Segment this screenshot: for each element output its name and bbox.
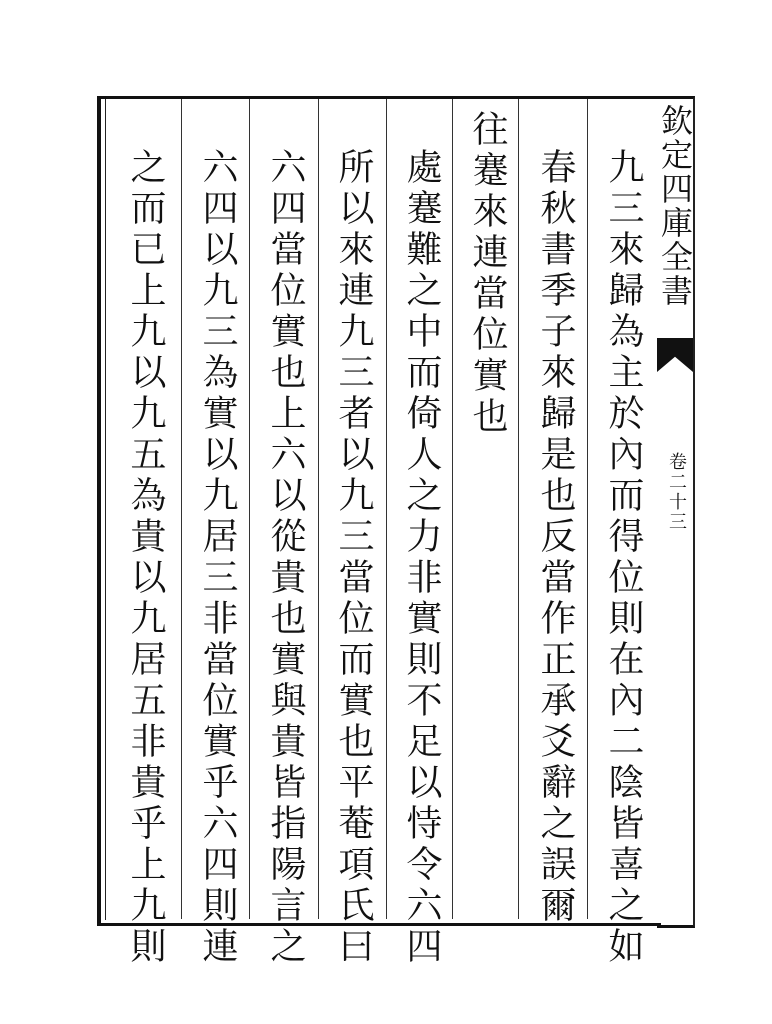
- text-column: 春秋書季子來歸是也反當作正承爻辭之誤爾: [535, 148, 576, 927]
- text-column: 九三來歸為主於內而得位則在內二陰皆喜之如: [603, 148, 644, 968]
- text-column: 六四以九三為實以九居三非當位實乎六四則連: [197, 148, 238, 968]
- book-title: 欽定四庫全書: [656, 104, 694, 308]
- chapter-label: 卷二十三: [666, 452, 687, 532]
- frame-inner-line: [105, 99, 106, 920]
- column-rule: [452, 99, 453, 919]
- column-rule: [386, 99, 387, 919]
- text-column: 往蹇來連當位實也: [467, 110, 508, 438]
- column-rule: [318, 99, 319, 919]
- column-rule: [249, 99, 250, 919]
- text-column: 之而已上九以九五為貴以九居五非貴乎上九則: [125, 148, 166, 968]
- text-column: 所以來連九三者以九三當位而實也平菴項氏曰: [333, 148, 374, 968]
- column-rule: [181, 99, 182, 919]
- column-rule: [518, 99, 519, 919]
- text-column: 六四當位實也上六以從貴也實與貴皆指陽言之: [265, 148, 306, 968]
- column-rule: [587, 99, 588, 919]
- text-column: 處蹇難之中而倚人之力非實則不足以恃令六四: [401, 148, 442, 968]
